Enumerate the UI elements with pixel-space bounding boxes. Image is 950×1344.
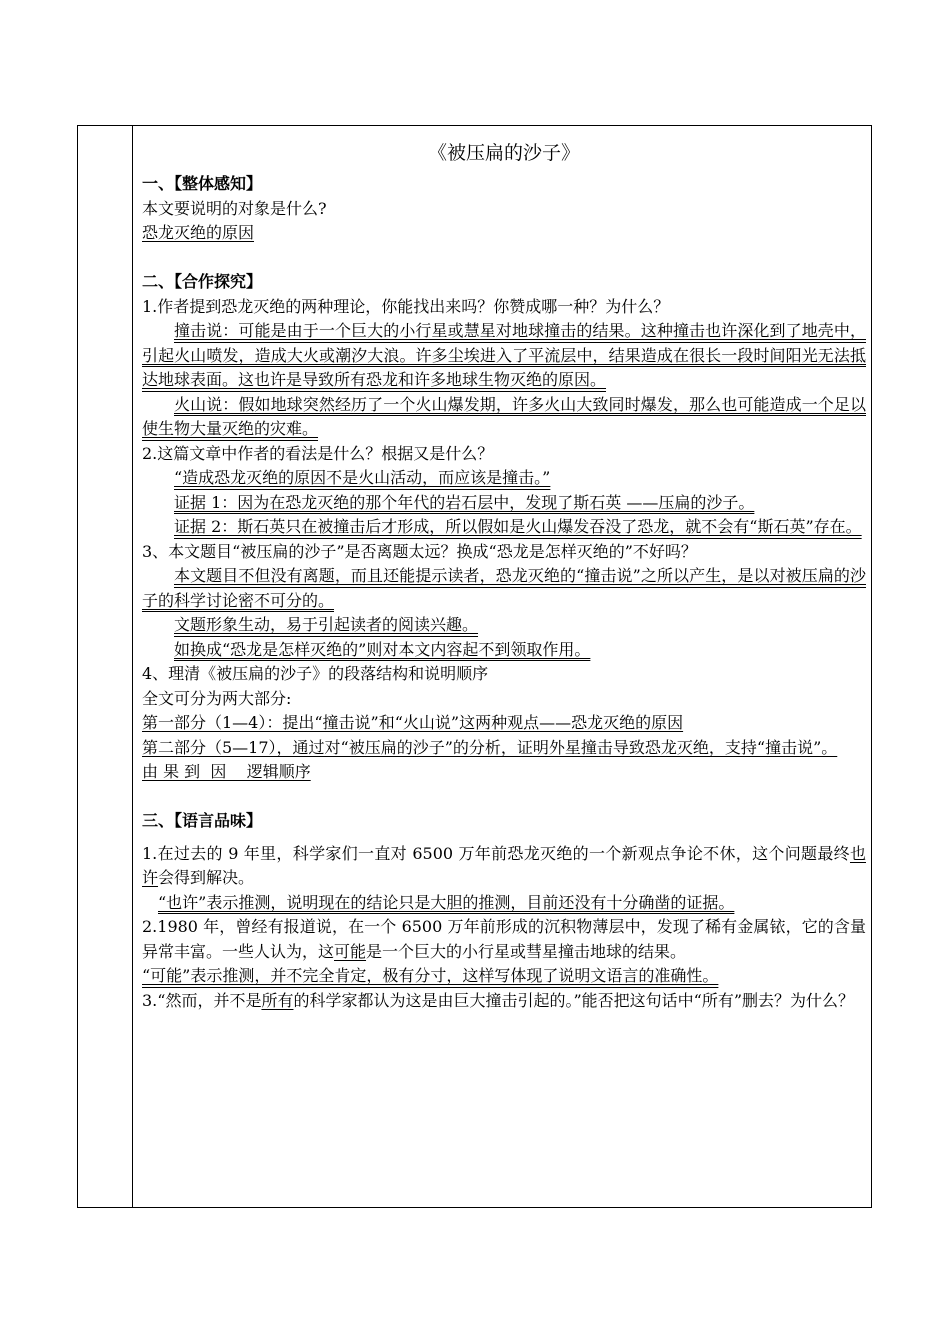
answer: [142, 221, 866, 246]
question: 4、理清《被压扁的沙子》的段落结构和说明顺序: [142, 664, 489, 683]
question: [142, 915, 866, 964]
question-text: 是一个巨大的小行星或彗星撞击地球的结果。: [366, 941, 687, 961]
question-text: 1.在过去的 9 年里，科学家们一直对 6500 万年前恐龙灭绝的一个新观点争论不休，这个问题最终: [142, 843, 850, 863]
question: 3、本文题目“被压扁的沙子”是否离题太远？换成“恐龙是怎样灭绝的”不好吗？: [142, 541, 697, 561]
key-word: 也许: [142, 843, 866, 887]
answer-text: “可能”表示推测，并不完全肯定，极有分寸，这样写体现了说明文语言的准确性。: [142, 966, 719, 985]
left-column: [78, 126, 133, 1207]
answer-text: 本文题目不但没有离题，而且还能提示读者，恐龙灭绝的“撞击说”之所以产生，是以对被压扁的沙子的科学讨论密不可分的。: [142, 566, 866, 610]
answer-text: 文题形象生动，易于引起读者的阅读兴趣。: [174, 615, 479, 634]
section-heading-overview: 一、【整体感知】: [142, 174, 263, 193]
question: 本文要说明的对象是什么?: [142, 198, 327, 218]
answer: [142, 711, 866, 736]
answer: [142, 760, 866, 785]
answer-text: 证据 2：斯石英只在被撞击后才形成，所以假如是火山爆发吞没了恐龙，就不会有“斯石英”存在。: [174, 517, 862, 536]
question: [142, 842, 866, 891]
answer: [142, 515, 866, 540]
answer: [142, 564, 866, 613]
answer: [142, 319, 866, 393]
answer: [142, 466, 866, 491]
answer-intro: 全文可分为两大部分:: [142, 688, 292, 708]
answer: [142, 736, 866, 761]
answer-text: 火山说：假如地球突然经历了一个火山爆发期，许多火山大致同时爆发，那么也可能造成一个足以使生物大量灭绝的灾难。: [142, 394, 866, 438]
answer-text: 第一部分（1—4）：提出“撞击说”和“火山说”这两种观点——恐龙灭绝的原因: [142, 713, 684, 732]
answer-text: “也许”表示推测，说明现在的结论只是大胆的推测，目前还没有十分确凿的证据。: [158, 892, 735, 912]
question: [142, 989, 866, 1014]
question: 1.作者提到恐龙灭绝的两种理论，你能找出来吗？你赞成哪一种？为什么？: [142, 296, 670, 316]
answer: [142, 393, 866, 442]
answer-text: 证据 1：因为在恐龙灭绝的那个年代的岩石层中，发现了斯石英 ——压扁的沙子。: [174, 492, 755, 512]
page-title: 《被压扁的沙子》: [427, 142, 580, 164]
worksheet-table: [77, 125, 872, 1208]
question-text: 2.1980 年，曾经有报道说，在一个 6500 万年前形成的沉积物薄层中，发现了稀有金属铱，它的含量异常丰富。一些人认为，这: [142, 917, 866, 961]
question-text: 的科学家都认为这是由巨大撞击引起的。”能否把这句话中“所有”删去？为什么？: [293, 990, 855, 1010]
question-text: 会得到解决。: [158, 868, 255, 887]
question: 2.这篇文章中作者的看法是什么？根据又是什么？: [142, 443, 494, 463]
spacer: [142, 246, 866, 271]
answer-text: 第二部分（5—17），通过对“被压扁的沙子”的分析，证明外星撞击导致恐龙灭绝，支持“撞击说”。: [142, 737, 838, 757]
answer-text: 撞击说：可能是由于一个巨大的小行星或慧星对地球撞击的结果。这种撞击也许深化到了地壳中，引起火山喷发，造成大火或潮汐大浪。许多尘埃进入了平流层中，结果造成在很长一段时间阳光无法抵达地球表面。这也许是导致所有恐龙和许多地球生物灭绝的原因。: [142, 321, 866, 389]
answer-text: “造成恐龙灭绝的原因不是火山活动，而应该是撞击。”: [174, 468, 551, 487]
key-word: 可能: [334, 941, 367, 961]
answer: [142, 491, 866, 516]
answer: [142, 638, 866, 663]
key-word: 所有: [261, 990, 294, 1010]
content-cell: [142, 138, 866, 1013]
spacer: [142, 834, 866, 842]
answer-text: 由 果 到 因 逻辑顺序: [142, 762, 311, 781]
answer: [142, 964, 866, 989]
spacer: [142, 785, 866, 810]
answer-text: 恐龙灭绝的原因: [142, 223, 255, 242]
answer: [142, 613, 866, 638]
answer: [142, 891, 866, 916]
question-text: 3.“然而，并不是: [142, 990, 262, 1010]
section-heading-explore: 二、【合作探究】: [142, 272, 263, 291]
answer-text: 如换成“恐龙是怎样灭绝的”则对本文内容起不到领取作用。: [174, 639, 591, 659]
section-heading-language: 三、【语言品味】: [142, 811, 263, 830]
